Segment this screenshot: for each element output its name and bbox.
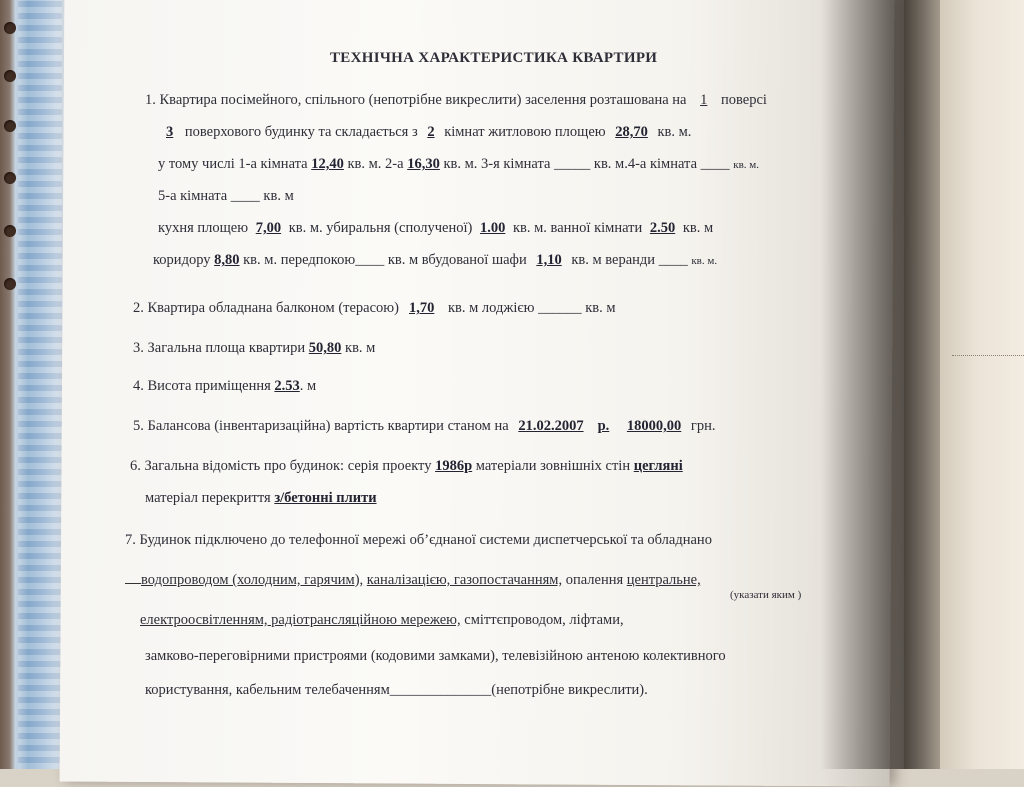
ceiling-value: з/бетонні плити (274, 490, 377, 506)
item-1-line-4: 5-а кімната ____ кв. м (158, 188, 294, 204)
balcony-value: 1,70 (408, 300, 435, 316)
bathroom-value: 2.50 (649, 220, 676, 236)
total-area-value: 50,80 (308, 340, 342, 356)
balance-value: 18000,00 (626, 418, 682, 434)
series-value: 1986р (435, 458, 473, 474)
rooms-value: 2 (427, 124, 435, 140)
floors-total-value: 3 (166, 124, 174, 140)
item-6-line-1: 6. Загальна відомість про будинок: серія проекту 1986р матеріали зовнішніх стін цегляні (130, 458, 683, 474)
item-7-line-5: користування, кабельним телебаченням______________(непотрібне викреслити). (145, 682, 648, 698)
document-title: ТЕХНІЧНА ХАРАКТЕРИСТИКА КВАРТИРИ (330, 50, 658, 66)
kitchen-value: 7,00 (255, 220, 282, 236)
item-4: 4. Висота приміщення 2.53. м (133, 378, 317, 394)
item-1-line-2: 3 поверхового будинку та складається з 2 кімнат житловою площею 28,70 кв. м. (158, 124, 691, 141)
page-shadow (820, 0, 940, 769)
corridor-value: 8,80 (214, 252, 240, 268)
item-5: 5. Балансова (інвентаризаційна) вартість квартири станом на 21.02.2007 р. 18000,00 грн. (133, 418, 716, 434)
room2-value: 16,30 (407, 156, 440, 172)
walls-value: цегляні (633, 458, 683, 474)
room1-value: 12,40 (311, 156, 344, 172)
item-1-line-3: у тому числі 1-а кімната 12,40 кв. м. 2-а 16,30 кв. м. 3-я кімната _____ кв. м.4-а кімната ____ кв. м. (158, 156, 760, 172)
item-7-line-2: водопроводом (холодним, гарячим), каналізацією, газопостачанням, опалення центральне, (125, 572, 701, 589)
item-1-line-6: коридору 8,80 кв. м. передпокою____ кв. м вбудованої шафи 1,10 кв. м веранди ____ кв. м. (153, 252, 718, 268)
item-7-line-3: електроосвітленням, радіотрансляційною мережею, сміттєпроводом, ліфтами, (140, 612, 624, 628)
item-3: 3. Загальна площа квартири 50,80 кв. м (133, 340, 376, 356)
item-2: 2. Квартира обладнана балконом (терасою) 1,70 кв. м лоджією ______ кв. м (133, 300, 616, 316)
item-6-line-2: матеріал перекриття з/бетонні плити (145, 490, 377, 506)
item-7-line-4: замково-переговірними пристроями (кодовими замками), телевізійною антеною колективного (145, 648, 726, 664)
item-7-line-1: 7. Будинок підключено до телефонної мережі об’єднаної системи диспетчерської та обладнано (125, 532, 712, 548)
date-value: 21.02.2007 (518, 418, 584, 434)
living-area-value: 28,70 (615, 124, 648, 140)
wardrobe-value: 1,10 (536, 252, 562, 268)
item-1-line-1: 1. Квартира посімейного, спільного (непотрібне викреслити) заселення розташована на 1 поверсі (145, 92, 767, 108)
toilet-value: 1.00 (479, 220, 506, 236)
height-value: 2.53 (274, 378, 300, 394)
hint-text: (указати яким ) (730, 589, 802, 601)
floor-value: 1 (700, 92, 708, 108)
item-1-line-5: кухня площею 7,00 кв. м. убиральня (сполученої) 1.00 кв. м. ванної кімнати 2.50 кв. м (158, 220, 714, 236)
